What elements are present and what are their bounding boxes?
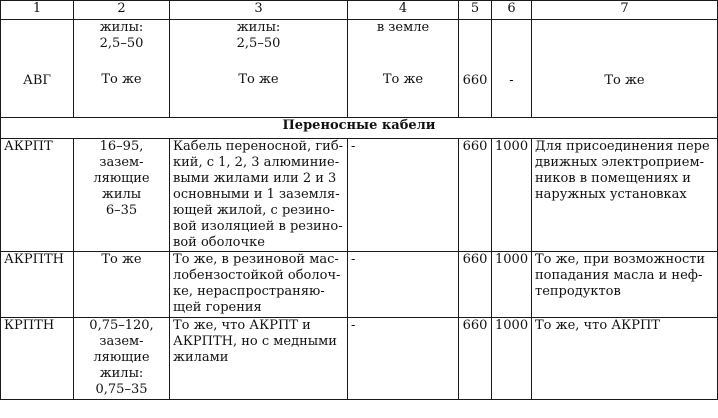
section-row — [1, 118, 718, 139]
description-cell: То же, в резиновой мас- лобензостойкой оболоч- ке, нераспространяю- щей горения — [170, 252, 348, 318]
cable-name-cell: АКРПТ — [1, 139, 74, 252]
header-cell: 5 — [459, 1, 492, 20]
voltage-cell: 660 — [459, 252, 492, 318]
col6-cell: 1000 — [492, 252, 532, 318]
header-cell: 1 — [1, 1, 74, 20]
table-row-avg-top — [1, 20, 718, 72]
purpose-cell: То же — [532, 20, 718, 118]
voltage-cell: 660 — [459, 318, 492, 400]
install-cell: - — [348, 252, 459, 318]
install-cell: - — [348, 318, 459, 400]
install-cell: - — [348, 139, 459, 252]
install-cell: в земле — [348, 20, 459, 72]
section-title: Переносные кабели — [1, 118, 718, 139]
col6-cell: 1000 — [492, 139, 532, 252]
col6-cell: - — [492, 20, 532, 118]
section-cell: То же — [74, 252, 170, 318]
table-row — [1, 318, 718, 400]
header-row — [1, 1, 718, 20]
description-cell: То же, что АКРПТ и АКРПТН, но с медными жилами — [170, 318, 348, 400]
section-cell: жилы: 2,5–50 — [74, 20, 170, 72]
table-row — [1, 252, 718, 318]
purpose-cell: То же, что АКРПТ — [532, 318, 718, 400]
header-cell: 3 — [170, 1, 348, 20]
header-cell: 2 — [74, 1, 170, 20]
install-cell: То же — [348, 72, 459, 118]
purpose-cell: То же, при возможности попадания масла и неф- тепродуктов — [532, 252, 718, 318]
cable-name-cell: АВГ — [1, 20, 74, 118]
header-cell: 7 — [532, 1, 718, 20]
header-cell: 6 — [492, 1, 532, 20]
purpose-cell: Для присоединения пере движных электроприем- ников в помещениях и наружных установках — [532, 139, 718, 252]
section-cell: 16–95, зазем- ляющие жилы 6–35 — [74, 139, 170, 252]
header-cell: 4 — [348, 1, 459, 20]
table-row — [1, 139, 718, 252]
col6-cell: 1000 — [492, 318, 532, 400]
cable-name-cell: АКРПТН — [1, 252, 74, 318]
voltage-cell: 660 — [459, 20, 492, 118]
description-cell: Кабель переносной, гиб- кий, с 1, 2, 3 алюминие- выми жилами или 2 и 3 основными и 1 заземля- ющей жилой, с резино- вой изоляцией в резино- вой оболочке — [170, 139, 348, 252]
cable-name-cell: КРПТН — [1, 318, 74, 400]
description-cell: жилы: 2,5–50 — [170, 20, 348, 72]
section-cell: 0,75–120, зазем- ляющие жилы: 0,75–35 — [74, 318, 170, 400]
section-cell: То же — [74, 72, 170, 118]
voltage-cell: 660 — [459, 139, 492, 252]
description-cell: То же — [170, 72, 348, 118]
